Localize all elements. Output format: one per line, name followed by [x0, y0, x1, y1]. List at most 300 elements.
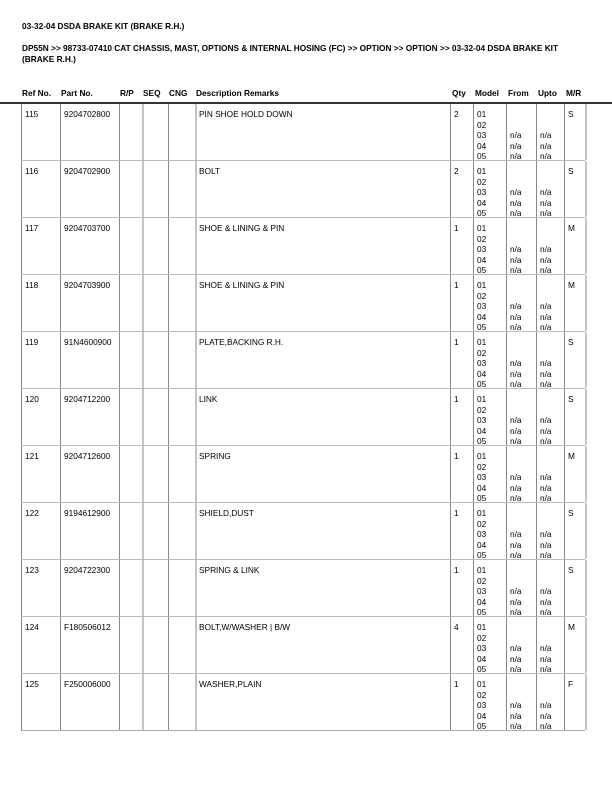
upto-cell	[537, 560, 564, 616]
description-cell: BOLT,W/WASHER | B/W	[199, 622, 291, 632]
upto-cell	[537, 617, 564, 673]
part-no-cell: 9204703900	[64, 280, 111, 290]
upto-cell	[537, 503, 564, 559]
description-cell: SPRING & LINK	[199, 565, 260, 575]
model-value: 04	[477, 425, 487, 436]
table-row	[21, 503, 585, 560]
table-row	[21, 446, 585, 503]
model-value: 04	[477, 197, 487, 208]
mr-cell: M	[568, 451, 575, 461]
upto-value: n/a	[540, 643, 552, 654]
mr-cell: M	[568, 280, 575, 290]
model-value: 03	[477, 700, 487, 711]
upto-value	[540, 565, 564, 576]
upto-cell	[537, 446, 564, 502]
mr-cell: S	[568, 508, 574, 518]
upto-value	[540, 633, 564, 644]
from-cell	[507, 617, 536, 673]
from-value: n/a	[510, 653, 522, 664]
from-cell	[507, 560, 536, 616]
model-value: 03	[477, 130, 487, 141]
from-value: n/a	[510, 130, 522, 141]
seq-cell	[143, 674, 168, 730]
upto-value	[540, 177, 564, 188]
description-cell: BOLT	[199, 166, 221, 176]
model-value: 01	[477, 394, 487, 404]
model-value: 01	[477, 223, 487, 233]
from-value: n/a	[510, 700, 522, 711]
model-value: 01	[477, 337, 487, 347]
rp-cell	[120, 218, 142, 274]
model-cell	[474, 389, 506, 445]
model-value: 03	[477, 643, 487, 654]
column-divider	[585, 560, 587, 616]
from-value: n/a	[510, 472, 522, 483]
part-no-cell: 9194612900	[64, 508, 111, 518]
from-value	[510, 565, 536, 576]
column-divider	[585, 503, 587, 559]
upto-value	[540, 166, 564, 177]
from-value: n/a	[510, 596, 522, 607]
column-divider	[585, 275, 587, 331]
upto-value: n/a	[540, 482, 552, 493]
qty-cell: 1	[454, 508, 459, 518]
upto-value: n/a	[540, 197, 552, 208]
description-cell: WASHER,PLAIN	[199, 679, 262, 689]
table-row	[21, 104, 585, 161]
from-value: n/a	[510, 539, 522, 550]
from-value: n/a	[510, 643, 522, 654]
upto-value	[540, 337, 564, 348]
upto-value: n/a	[540, 415, 552, 426]
rp-cell	[120, 674, 142, 730]
upto-value	[540, 519, 564, 530]
qty-cell: 1	[454, 337, 459, 347]
from-value: n/a	[510, 254, 522, 265]
upto-value: n/a	[540, 151, 552, 162]
from-value	[510, 576, 536, 587]
upto-value: n/a	[540, 425, 552, 436]
upto-value: n/a	[540, 140, 552, 151]
qty-cell: 1	[454, 223, 459, 233]
mr-cell: S	[568, 565, 574, 575]
qty-cell: 1	[454, 679, 459, 689]
model-cell	[474, 560, 506, 616]
upto-value	[540, 405, 564, 416]
model-value: 05	[477, 322, 487, 333]
from-value: n/a	[510, 208, 522, 219]
upto-cell	[537, 161, 564, 217]
upto-value	[540, 462, 564, 473]
model-value: 03	[477, 586, 487, 597]
model-value: 03	[477, 187, 487, 198]
upto-value: n/a	[540, 700, 552, 711]
upto-value	[540, 109, 564, 120]
model-value: 04	[477, 140, 487, 151]
qty-cell: 2	[454, 166, 459, 176]
col-qty: Qty	[452, 88, 466, 98]
table-header	[0, 88, 612, 100]
column-divider	[585, 674, 587, 730]
from-value: n/a	[510, 664, 522, 675]
cng-cell	[169, 161, 195, 217]
parts-table	[21, 104, 585, 731]
upto-value	[540, 451, 564, 462]
ref-no-cell: 123	[25, 565, 39, 575]
model-cell	[474, 161, 506, 217]
ref-no-cell: 119	[25, 337, 39, 347]
cng-cell	[169, 275, 195, 331]
mr-cell: S	[568, 109, 574, 119]
from-value	[510, 394, 536, 405]
from-value	[510, 519, 536, 530]
from-value: n/a	[510, 368, 522, 379]
from-value: n/a	[510, 607, 522, 618]
upto-cell	[537, 332, 564, 388]
seq-cell	[143, 161, 168, 217]
from-value: n/a	[510, 493, 522, 504]
from-value: n/a	[510, 586, 522, 597]
cng-cell	[169, 503, 195, 559]
upto-value: n/a	[540, 493, 552, 504]
table-row	[21, 161, 585, 218]
from-cell	[507, 674, 536, 730]
breadcrumb: DP55N >> 98733-07410 CAT CHASSIS, MAST, OPTIONS & INTERNAL HOSING (FC) >> OPTION >> OPTION >> 03-32-04 DSDA BRAKE KIT (BRAKE R.H.)	[22, 43, 559, 64]
col-cng: CNG	[169, 88, 188, 98]
from-value	[510, 166, 536, 177]
model-value: 02	[477, 518, 487, 529]
description-cell: SHOE & LINING & PIN	[199, 223, 285, 233]
model-value: 02	[477, 233, 487, 244]
seq-cell	[143, 332, 168, 388]
from-cell	[507, 218, 536, 274]
model-value: 03	[477, 301, 487, 312]
upto-value: n/a	[540, 379, 552, 390]
column-divider	[585, 218, 587, 274]
model-value: 05	[477, 265, 487, 276]
part-no-cell: 9204712600	[64, 451, 111, 461]
model-value: 05	[477, 550, 487, 561]
from-value	[510, 109, 536, 120]
model-cell	[474, 446, 506, 502]
model-cell	[474, 617, 506, 673]
model-value: 02	[477, 632, 487, 643]
seq-cell	[143, 503, 168, 559]
ref-no-cell: 124	[25, 622, 39, 632]
seq-cell	[143, 560, 168, 616]
upto-cell	[537, 389, 564, 445]
ref-no-cell: 121	[25, 451, 39, 461]
upto-value: n/a	[540, 311, 552, 322]
table-row	[21, 389, 585, 446]
from-cell	[507, 104, 536, 160]
model-value: 02	[477, 119, 487, 130]
upto-value: n/a	[540, 208, 552, 219]
model-value: 01	[477, 166, 487, 176]
upto-value: n/a	[540, 664, 552, 675]
model-cell	[474, 218, 506, 274]
upto-value: n/a	[540, 322, 552, 333]
qty-cell: 1	[454, 565, 459, 575]
model-value: 04	[477, 311, 487, 322]
from-value	[510, 280, 536, 291]
mr-cell: S	[568, 166, 574, 176]
table-row	[21, 674, 585, 731]
from-value: n/a	[510, 265, 522, 276]
from-value: n/a	[510, 301, 522, 312]
upto-value	[540, 280, 564, 291]
upto-value	[540, 223, 564, 234]
model-value: 05	[477, 493, 487, 504]
from-value: n/a	[510, 436, 522, 447]
from-value	[510, 405, 536, 416]
from-value: n/a	[510, 187, 522, 198]
mr-cell: S	[568, 394, 574, 404]
model-value: 05	[477, 664, 487, 675]
upto-cell	[537, 674, 564, 730]
rp-cell	[120, 332, 142, 388]
from-value	[510, 622, 536, 633]
upto-value	[540, 120, 564, 131]
from-cell	[507, 161, 536, 217]
model-value: 02	[477, 461, 487, 472]
from-value: n/a	[510, 197, 522, 208]
upto-value: n/a	[540, 721, 552, 732]
part-no-cell: 9204712200	[64, 394, 111, 404]
description-cell: LINK	[199, 394, 218, 404]
upto-value	[540, 291, 564, 302]
model-value: 02	[477, 347, 487, 358]
from-value: n/a	[510, 529, 522, 540]
col-upto: Upto	[538, 88, 557, 98]
model-value: 03	[477, 529, 487, 540]
ref-no-cell: 115	[25, 109, 39, 119]
upto-value	[540, 348, 564, 359]
rp-cell	[120, 104, 142, 160]
qty-cell: 2	[454, 109, 459, 119]
from-value: n/a	[510, 244, 522, 255]
model-value: 01	[477, 280, 487, 290]
column-divider	[585, 389, 587, 445]
rp-cell	[120, 161, 142, 217]
cng-cell	[169, 560, 195, 616]
ref-no-cell: 117	[25, 223, 39, 233]
seq-cell	[143, 104, 168, 160]
model-cell	[474, 104, 506, 160]
from-cell	[507, 389, 536, 445]
upto-value: n/a	[540, 529, 552, 540]
from-value: n/a	[510, 425, 522, 436]
from-value: n/a	[510, 550, 522, 561]
description-cell: SPRING	[199, 451, 231, 461]
from-value: n/a	[510, 721, 522, 732]
table-row	[21, 218, 585, 275]
cng-cell	[169, 332, 195, 388]
upto-value: n/a	[540, 265, 552, 276]
upto-value: n/a	[540, 254, 552, 265]
description-cell: SHIELD,DUST	[199, 508, 254, 518]
from-cell	[507, 332, 536, 388]
from-value	[510, 633, 536, 644]
page-title: 03-32-04 DSDA BRAKE KIT (BRAKE R.H.)	[22, 21, 185, 31]
from-value: n/a	[510, 415, 522, 426]
model-value: 04	[477, 254, 487, 265]
model-value: 05	[477, 151, 487, 162]
model-value: 01	[477, 622, 487, 632]
ref-no-cell: 120	[25, 394, 39, 404]
from-value	[510, 234, 536, 245]
model-value: 02	[477, 575, 487, 586]
from-value	[510, 337, 536, 348]
model-value: 02	[477, 290, 487, 301]
col-ref-no: Ref No.	[22, 88, 52, 98]
model-value: 05	[477, 436, 487, 447]
upto-value: n/a	[540, 550, 552, 561]
upto-value	[540, 234, 564, 245]
from-value	[510, 120, 536, 131]
model-cell	[474, 674, 506, 730]
upto-value	[540, 508, 564, 519]
part-no-cell: 91N4600900	[64, 337, 112, 347]
table-row	[21, 617, 585, 674]
qty-cell: 1	[454, 280, 459, 290]
rp-cell	[120, 446, 142, 502]
cng-cell	[169, 104, 195, 160]
from-value	[510, 223, 536, 234]
model-value: 04	[477, 482, 487, 493]
col-model: Model	[475, 88, 499, 98]
mr-cell: F	[568, 679, 574, 689]
part-no-cell: 9204703700	[64, 223, 111, 233]
upto-value: n/a	[540, 653, 552, 664]
from-value	[510, 690, 536, 701]
from-cell	[507, 503, 536, 559]
upto-value: n/a	[540, 596, 552, 607]
from-value: n/a	[510, 140, 522, 151]
ref-no-cell: 122	[25, 508, 39, 518]
from-value	[510, 462, 536, 473]
qty-cell: 1	[454, 451, 459, 461]
from-value	[510, 679, 536, 690]
qty-cell: 1	[454, 394, 459, 404]
model-value: 02	[477, 176, 487, 187]
from-value: n/a	[510, 710, 522, 721]
column-divider	[585, 161, 587, 217]
column-divider	[585, 617, 587, 673]
from-value: n/a	[510, 482, 522, 493]
column-divider	[585, 446, 587, 502]
model-value: 04	[477, 596, 487, 607]
model-value: 04	[477, 368, 487, 379]
upto-value	[540, 394, 564, 405]
mr-cell: S	[568, 337, 574, 347]
upto-value	[540, 576, 564, 587]
rp-cell	[120, 560, 142, 616]
col-seq: SEQ	[143, 88, 161, 98]
seq-cell	[143, 275, 168, 331]
from-value	[510, 177, 536, 188]
from-cell	[507, 275, 536, 331]
upto-cell	[537, 104, 564, 160]
upto-value: n/a	[540, 244, 552, 255]
from-value: n/a	[510, 379, 522, 390]
table-row	[21, 560, 585, 617]
cng-cell	[169, 218, 195, 274]
upto-value: n/a	[540, 130, 552, 141]
model-value: 03	[477, 358, 487, 369]
model-value: 04	[477, 653, 487, 664]
from-cell	[507, 446, 536, 502]
rp-cell	[120, 389, 142, 445]
model-value: 01	[477, 508, 487, 518]
from-value	[510, 451, 536, 462]
table-row	[21, 332, 585, 389]
col-from: From	[508, 88, 529, 98]
upto-value: n/a	[540, 368, 552, 379]
from-value	[510, 348, 536, 359]
upto-value: n/a	[540, 301, 552, 312]
model-value: 02	[477, 404, 487, 415]
model-value: 04	[477, 710, 487, 721]
from-value: n/a	[510, 358, 522, 369]
upto-value	[540, 622, 564, 633]
seq-cell	[143, 389, 168, 445]
model-value: 01	[477, 565, 487, 575]
ref-no-cell: 125	[25, 679, 39, 689]
model-value: 02	[477, 689, 487, 700]
upto-value: n/a	[540, 358, 552, 369]
upto-cell	[537, 275, 564, 331]
upto-value: n/a	[540, 586, 552, 597]
from-value	[510, 291, 536, 302]
description-cell: PIN SHOE HOLD DOWN	[199, 109, 293, 119]
model-value: 05	[477, 208, 487, 219]
model-value: 05	[477, 721, 487, 732]
cng-cell	[169, 389, 195, 445]
part-no-cell: F250006000	[64, 679, 111, 689]
part-no-cell: 9204702800	[64, 109, 111, 119]
col-mr: M/R	[566, 88, 582, 98]
seq-cell	[143, 218, 168, 274]
rp-cell	[120, 503, 142, 559]
column-divider	[585, 104, 587, 160]
col-description: Description Remarks	[196, 88, 280, 98]
model-value: 05	[477, 607, 487, 618]
seq-cell	[143, 446, 168, 502]
upto-value: n/a	[540, 607, 552, 618]
from-value: n/a	[510, 311, 522, 322]
upto-value	[540, 679, 564, 690]
rp-cell	[120, 617, 142, 673]
model-cell	[474, 503, 506, 559]
col-part-no: Part No.	[61, 88, 93, 98]
model-value: 01	[477, 109, 487, 119]
model-value: 03	[477, 472, 487, 483]
mr-cell: M	[568, 223, 575, 233]
model-value: 04	[477, 539, 487, 550]
description-cell: SHOE & LINING & PIN	[199, 280, 285, 290]
col-rp: R/P	[120, 88, 134, 98]
from-value: n/a	[510, 151, 522, 162]
model-value: 03	[477, 415, 487, 426]
model-value: 03	[477, 244, 487, 255]
column-divider	[585, 332, 587, 388]
upto-cell	[537, 218, 564, 274]
upto-value: n/a	[540, 710, 552, 721]
cng-cell	[169, 446, 195, 502]
seq-cell	[143, 617, 168, 673]
part-no-cell: 9204722300	[64, 565, 111, 575]
